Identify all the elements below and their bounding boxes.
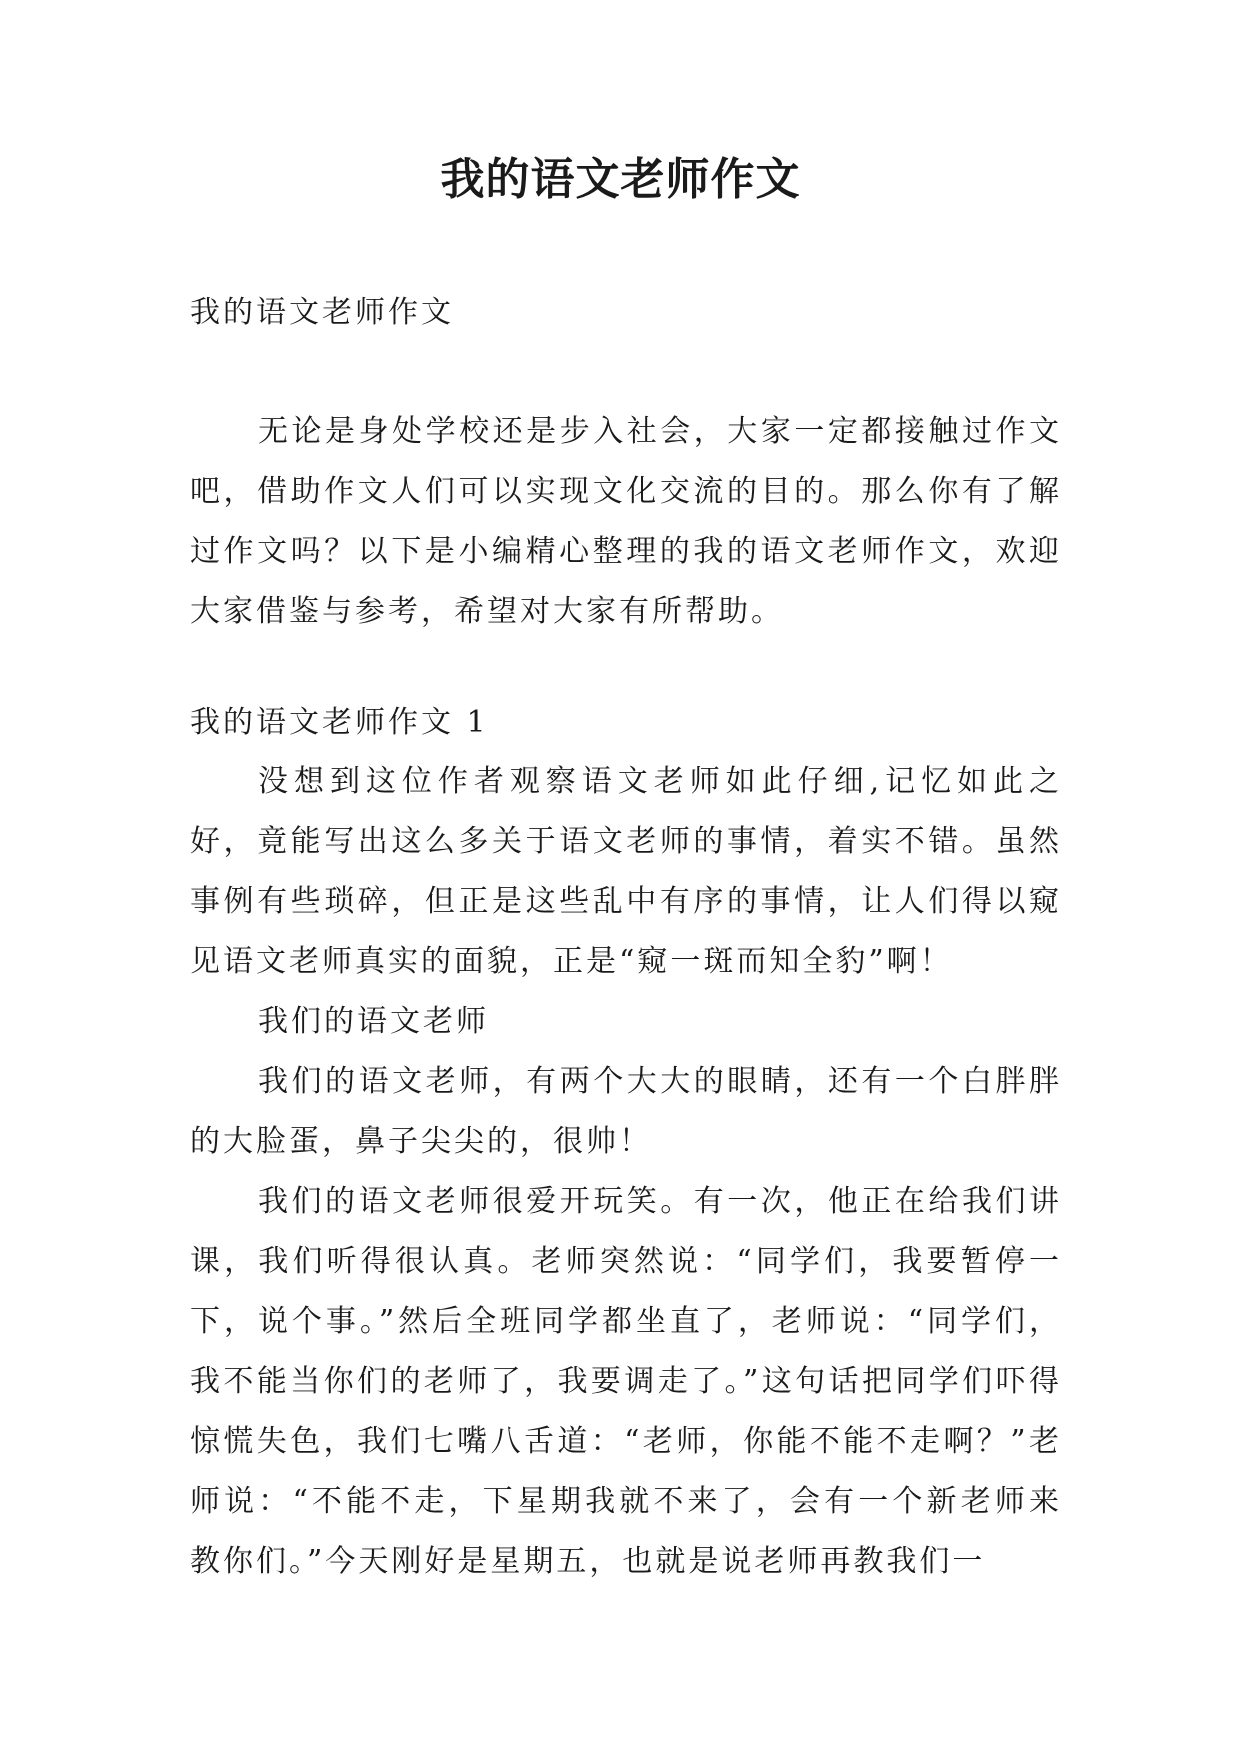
paragraph-appearance: 我们的语文老师，有两个大大的眼睛，还有一个白胖胖的大脸蛋，鼻子尖尖的，很帅！ bbox=[190, 1064, 1062, 1159]
document-title: 我的语文老师作文 bbox=[440, 154, 801, 205]
paragraph-comment: 没想到这位作者观察语文老师如此仔细,记忆如此之好，竟能写出这么多关于语文老师的事情，着实不错。虽然事例有些琐碎，但正是这些乱中有序的事情，让人们得以窥见语文老师真实的面貌，正是“窥一斑而知全豹”啊！ bbox=[190, 764, 1062, 979]
document-subtitle: 我的语文老师作文 bbox=[190, 295, 454, 330]
essay-title: 我们的语文老师 bbox=[258, 1004, 489, 1039]
intro-section bbox=[190, 402, 1062, 642]
section-content bbox=[190, 752, 1062, 1592]
section-heading: 我的语文老师作文 1 bbox=[190, 705, 489, 740]
intro-paragraph: 无论是身处学校还是步入社会，大家一定都接触过作文吧，借助作文人们可以实现文化交流的目的。那么你有了解过作文吗？以下是小编精心整理的我的语文老师作文，欢迎大家借鉴与参考，希望对大家有所帮助。 bbox=[190, 414, 1062, 629]
paragraph-joke: 我们的语文老师很爱开玩笑。有一次，他正在给我们讲课，我们听得很认真。老师突然说：“同学们，我要暂停一下，说个事。”然后全班同学都坐直了，老师说：“同学们，我不能当你们的老师了，我要调走了。”这句话把同学们吓得惊慌失色，我们七嘴八舌道：“老师，你能不能不走啊？”老师说：“不能不走，下星期我就不来了，会有一个新老师来教你们。”今天刚好是星期五，也就是说老师再教我们一 bbox=[190, 1184, 1062, 1579]
